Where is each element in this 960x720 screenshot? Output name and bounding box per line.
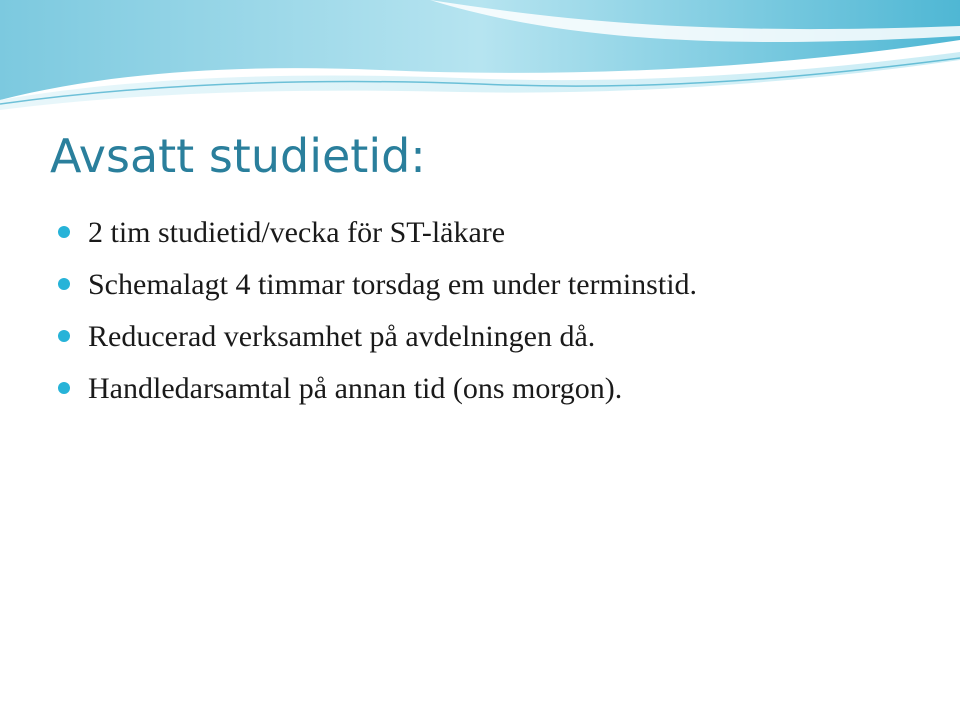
bullet-dot-icon xyxy=(58,330,70,342)
slide-title: Avsatt studietid: xyxy=(50,129,426,183)
bullet-text: Reducerad verksamhet på avdelningen då. xyxy=(88,320,596,353)
bullet-text: Schemalagt 4 timmar torsdag em under terminstid. xyxy=(88,268,698,301)
bullet-dot-icon xyxy=(58,226,70,238)
bullet-dot-icon xyxy=(58,382,70,394)
header-wave-decoration xyxy=(0,0,960,120)
bullet-item xyxy=(58,208,938,260)
bullet-text: Handledarsamtal på annan tid (ons morgon). xyxy=(88,372,623,405)
bullet-item xyxy=(58,364,938,416)
bullet-text: 2 tim studietid/vecka för ST-läkare xyxy=(88,216,506,249)
bullet-dot-icon xyxy=(58,278,70,290)
bullet-item xyxy=(58,260,938,312)
bullet-list xyxy=(58,208,938,416)
bullet-item xyxy=(58,312,938,364)
